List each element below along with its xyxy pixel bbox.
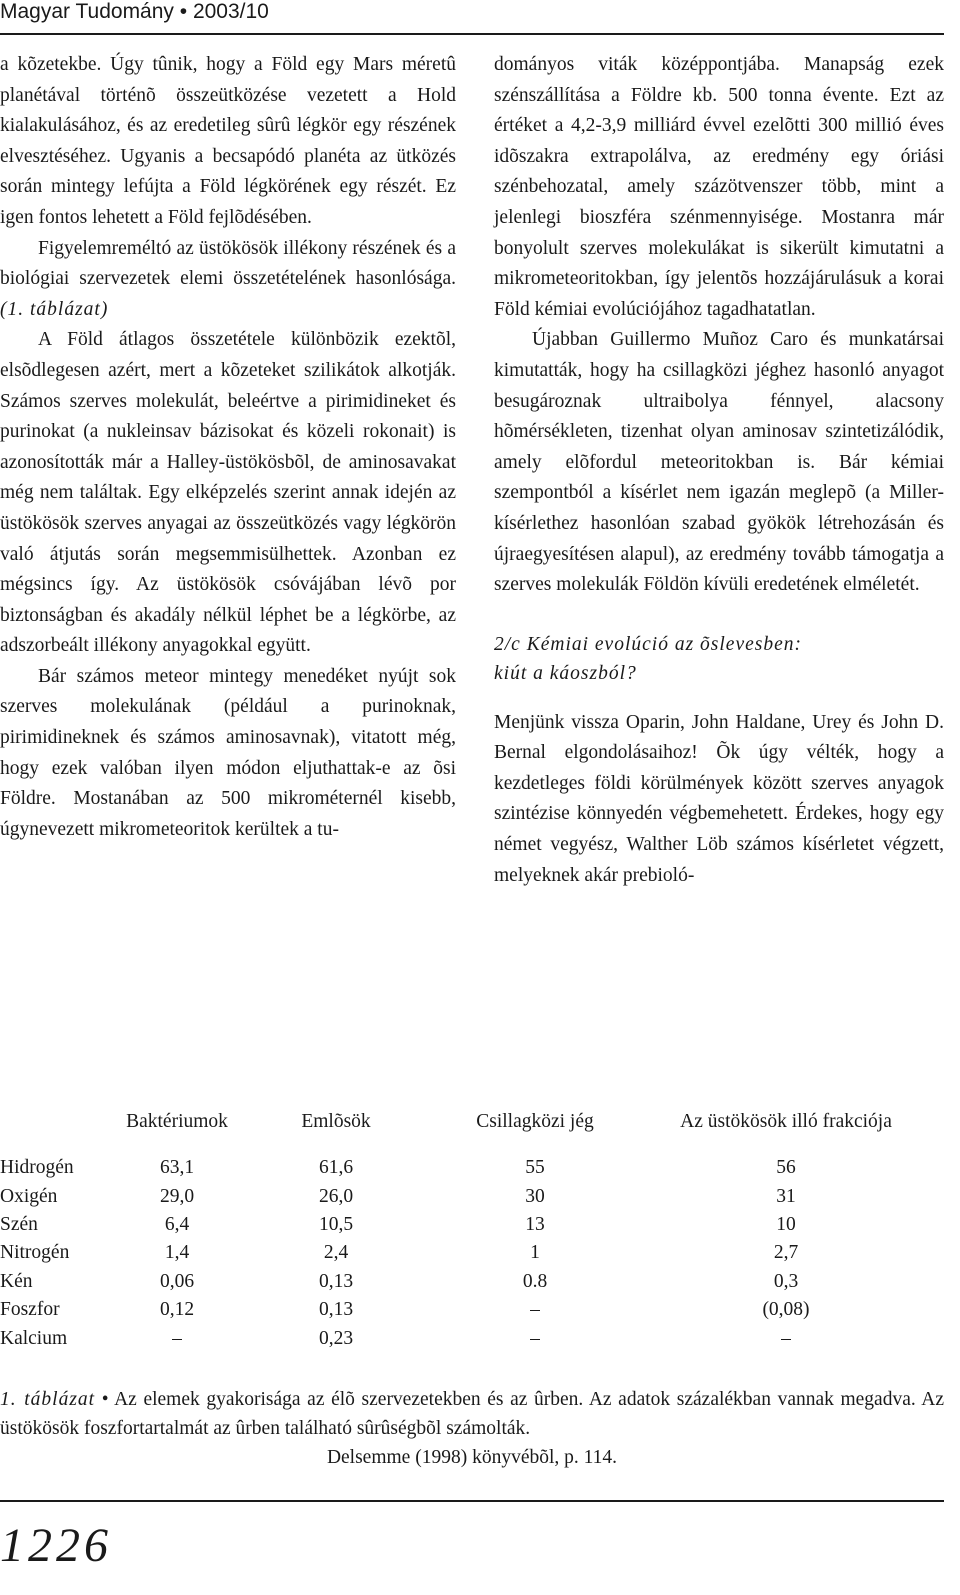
caption-source: Delsemme (1998) könyvébõl, p. 114. <box>326 1447 618 1468</box>
paragraph: A Föld átlagos összetétele különbözik ezektõl, elsõdlegesen azért, mert a kõzeteket szilikátok alkotják. Számos szerves molekulát, beleértve a pirimidineket és purinokat (a nukleinsav bázisokat és közeli rokonait) is azonosították már a Halley-üstökösbõl, de aminosavakat még nem találtak. Egy elképzelés szerint annak idején az üstökösök szerves anyagai az összeütközés vagy légkörön való átjutás során megsemmisülhettek. Azonban ez mégsincs így. Az üstökösök csóvájában lévõ por biztonságban és akadály nélkül léphet be a légkörbe, az adszorbeált illékony anyagokkal együtt. <box>0 329 456 657</box>
section-heading-line: 2/c Kémiai evolúció az õslevesben: <box>494 633 802 655</box>
table-cell: – <box>530 1328 540 1349</box>
table-cell: – <box>781 1328 791 1349</box>
table-cell: 0,06 <box>159 1271 195 1292</box>
table-cell: 30 <box>525 1186 545 1207</box>
table-row <box>0 1271 944 1299</box>
table-row <box>0 1328 944 1356</box>
column-header: Csillagközi jég <box>476 1111 594 1132</box>
table-row <box>0 1242 944 1270</box>
paragraph: dományos viták középpontjába. Manapság ezek szénszállítása a Földre kb. 500 tonna évente. Ezt az értéket a 4,2-3,9 milliárd évvel ezelõtti 300 millió éves idõszakra extrapolálva, az eredmény egy óriási szénbehozatal, amely százötvenszer több, mint a jelenlegi bioszféra szénmennyisége. Mostanra már bonyolult szerves molekulákat is sikerült kimutatni a mikrometeoritokban, így jelentõs hozzájárulásuk a korai Föld kémiai evolúciójához tagadhatatlan. <box>494 54 944 320</box>
table-cell: 1,4 <box>164 1242 190 1263</box>
table-cell: 31 <box>776 1186 796 1207</box>
table-row <box>0 1157 944 1185</box>
table-cell: 29,0 <box>159 1186 195 1207</box>
column-header: Emlõsök <box>301 1111 371 1132</box>
paragraph-text: Figyelemreméltó az üstökösök illékony részének és a biológiai szervezetek elemi összetételének hasonlósága. <box>0 237 456 290</box>
caption-body: Az elemek gyakorisága az élõ szervezetekben és az ûrben. Az adatok százalékban vannak megadva. Az üstökösök foszfortartalmát az ûrben található sûrûségbõl számolták. <box>0 1389 945 1439</box>
row-label: Kén <box>0 1271 33 1292</box>
table-cell: 0,13 <box>318 1271 354 1292</box>
paragraph: Menjünk vissza Oparin, John Haldane, Urey és John D. Bernal elgondolásaihoz! Õk úgy vélték, hogy a kezdetleges földi körülmények között szerves anyagok szintézise könnyedén végbemehetett. Érdekes, hogy egy német vegyész, Walther Löb számos kísérletet végzett, melyeknek akár prebioló- <box>494 711 944 886</box>
table-row <box>0 1299 944 1327</box>
table-caption <box>0 1385 944 1472</box>
table-cell: 56 <box>776 1157 796 1178</box>
caption-text <box>0 1385 944 1443</box>
row-label: Hidrogén <box>0 1157 74 1178</box>
table-row <box>0 1214 944 1242</box>
table-cell: 0,13 <box>318 1299 354 1320</box>
paragraph <box>0 234 456 326</box>
table-cell: 0,23 <box>318 1328 354 1349</box>
table-header-row <box>0 1111 944 1139</box>
footer-rule <box>0 1500 944 1502</box>
paragraph: a kõzetekbe. Úgy tûnik, hogy a Föld egy Mars méretû planétával történõ összeütközése vezetett a Hold kialakulásához, és az eredetileg sûrû légkör egy részének elvesztéséhez. Ugyanis a becsapódó planéta az ütközés során mintegy lefújta a Föld légkörének egy részét. Ez igen fontos lehetett a Föld fejlõdésében. <box>0 54 456 228</box>
section-heading-line: kiút a káoszból? <box>494 662 637 684</box>
paragraph: Bár számos meteor mintegy menedéket nyújt sok szerves molekulának (például a purinoknak, pirimidineknek és számos aminosavnak), vitatott még, hogy ezek valóban ilyen módon eljuthattak-e az õsi Földre. Mostanában az 500 mikrométernél kisebb, úgynevezett mikrometeoritok kerültek a tu- <box>0 665 456 840</box>
table-cell: 2,7 <box>773 1242 799 1263</box>
column-header: Az üstökösök illó frakciója <box>680 1111 892 1132</box>
table-cell: 10 <box>776 1214 796 1235</box>
table-cell: 55 <box>525 1157 545 1178</box>
row-label: Foszfor <box>0 1299 60 1320</box>
section-heading <box>494 630 944 688</box>
table-cell: 61,6 <box>318 1157 354 1178</box>
table-cell: 13 <box>525 1214 545 1235</box>
journal-header: Magyar Tudomány • 2003/10 <box>0 0 269 23</box>
table-cell: 0,3 <box>773 1271 799 1292</box>
table-row <box>0 1186 944 1214</box>
table-cell: 0,12 <box>159 1299 195 1320</box>
table-cell: 63,1 <box>159 1157 195 1178</box>
caption-bullet: • <box>101 1389 109 1410</box>
row-label: Szén <box>0 1214 38 1235</box>
table-cell: 26,0 <box>318 1186 354 1207</box>
table-cell: 6,4 <box>164 1214 190 1235</box>
table-cell: – <box>530 1299 540 1320</box>
table-cell: 10,5 <box>318 1214 354 1235</box>
paragraph: Újabban Guillermo Muñoz Caro és munkatársai kimutatták, hogy ha csillagközi jéghez hasonló anyagot besugároznak ultraibolya fénnyel, alacsony hõmérsékleten, tizenhat olyan aminosav szintetizálódik, amely elõfordul meteoritokban is. Bár kémiai szempontból a kísérlet nem igazán meglepõ (a Miller-kísérlethez hasonlóan szabad gyökök létrehozásán és újraegyesítésen alapul), az eredmény tovább támogatja a szerves molekulák Földön kívüli eredetének elméletét. <box>494 329 944 596</box>
table-cell: 0.8 <box>522 1271 548 1292</box>
table-reference: (1. táblázat) <box>0 298 109 320</box>
header-rule <box>0 33 944 35</box>
table-cell: 2,4 <box>323 1242 349 1263</box>
table-cell: (0,08) <box>762 1299 810 1320</box>
table-cell: – <box>172 1328 182 1349</box>
caption-label: 1. táblázat <box>0 1389 96 1410</box>
left-column <box>0 50 456 845</box>
column-header: Baktériumok <box>126 1111 228 1132</box>
page-number: 1226 <box>0 1519 112 1572</box>
right-column <box>494 50 944 891</box>
row-label: Oxigén <box>0 1186 58 1207</box>
row-label: Kalcium <box>0 1328 68 1349</box>
row-label: Nitrogén <box>0 1242 70 1263</box>
table-cell: 1 <box>530 1242 540 1263</box>
